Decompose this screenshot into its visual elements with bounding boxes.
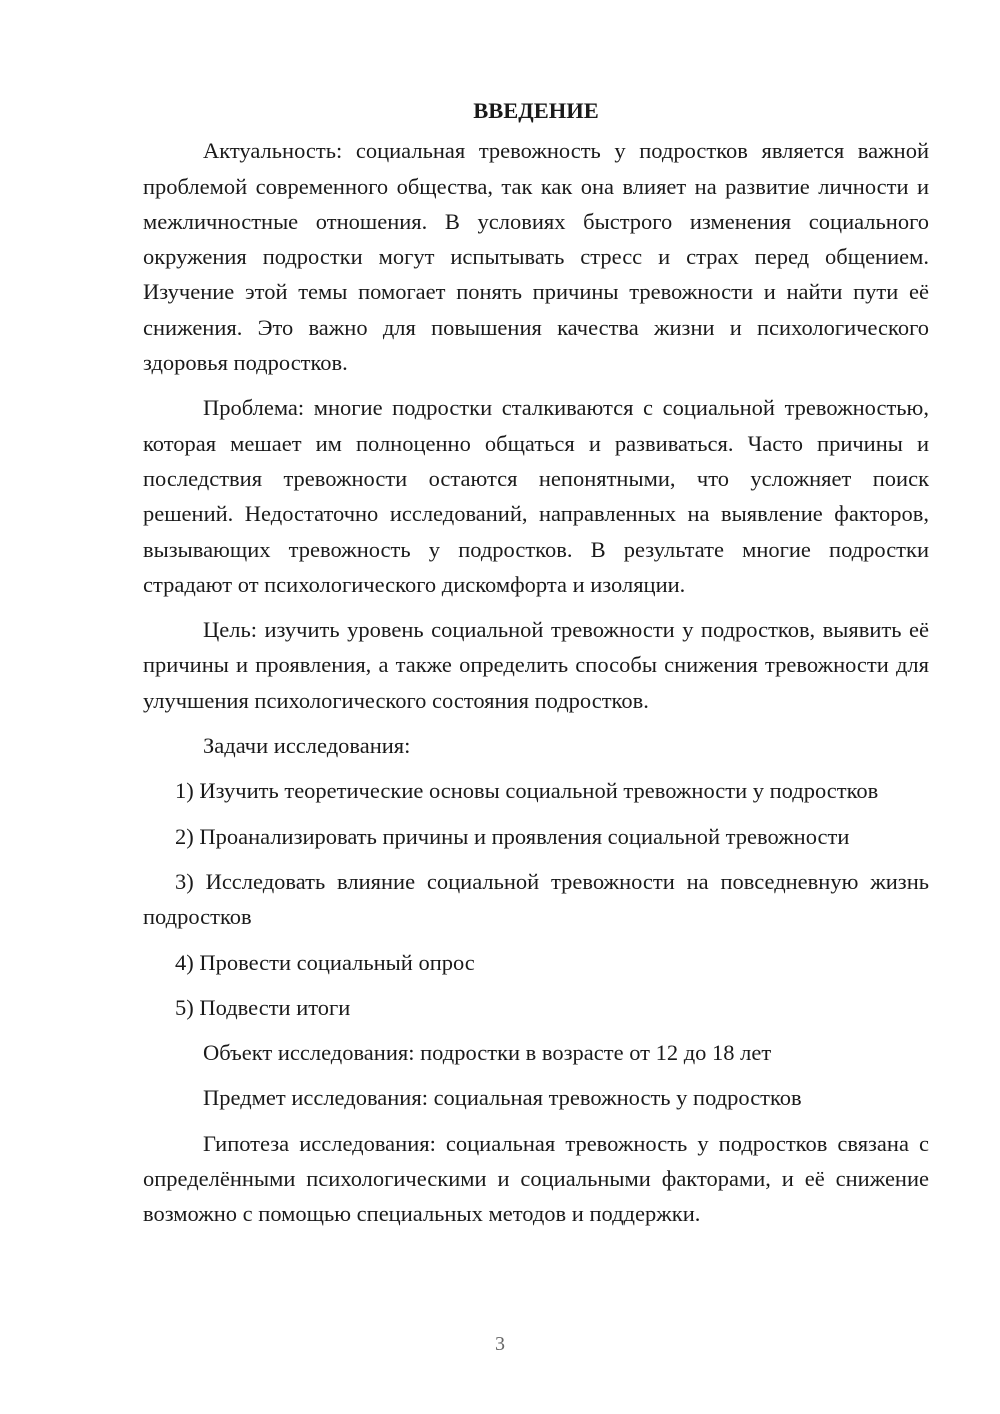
task-item: 4) Провести социальный опрос xyxy=(175,949,475,975)
section-title: ВВЕДЕНИЕ xyxy=(473,98,599,123)
page-number: 3 xyxy=(495,1333,505,1355)
task-item: 1) Изучить теоретические основы социальной тревожности у подростков xyxy=(175,778,879,804)
task-item: 5) Подвести итоги xyxy=(175,994,351,1020)
problem-paragraph: Проблема: многие подростки сталкиваются с социальной тревожностью, которая мешает им полноценно общаться и развиваться. Часто причины и последствия тревожности остаются непонятными, что усложняет поиск решений. Недостаточно исследований, направленных на выявление факторов, вызывающих тревожность у подростков. В результате многие подростки страдают от психологического дискомфорта и изоляции. xyxy=(143,395,929,597)
tasks-list xyxy=(143,773,929,1025)
subject-paragraph: Предмет исследования: социальная тревожность у подростков xyxy=(203,1085,802,1111)
goal-paragraph: Цель: изучить уровень социальной тревожности у подростков, выявить её причины и проявления, а также определить способы снижения тревожности для улучшения психологического состояния подростков. xyxy=(143,617,929,713)
task-item: 2) Проанализировать причины и проявления социальной тревожности xyxy=(175,823,850,849)
object-paragraph: Объект исследования: подростки в возрасте от 12 до 18 лет xyxy=(203,1040,772,1066)
tasks-heading: Задачи исследования: xyxy=(203,733,411,759)
hypothesis-paragraph: Гипотеза исследования: социальная тревожность у подростков связана с определёнными психологическими и социальными факторами, и её снижение возможно с помощью специальных методов и поддержки. xyxy=(143,1130,929,1227)
relevance-paragraph: Актуальность: социальная тревожность у подростков является важной проблемой современного общества, так как она влияет на развитие личности и межличностные отношения. В условиях быстрого изменения социального окружения подростки могут испытывать стресс и страх перед общением. Изучение этой темы помогает понять причины тревожности и найти пути её снижения. Это важно для повышения качества жизни и психологического здоровья подростков. xyxy=(143,138,929,376)
document-page xyxy=(143,93,929,1242)
task-item: 3) Исследовать влияние социальной тревожности на повседневную жизнь подростков xyxy=(143,868,929,930)
